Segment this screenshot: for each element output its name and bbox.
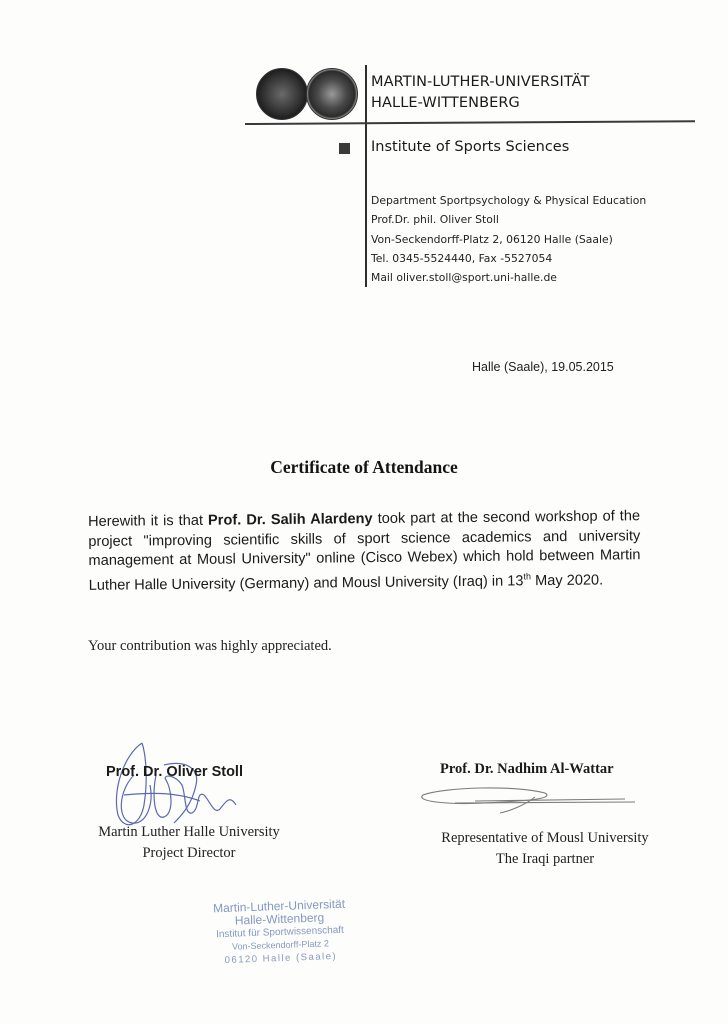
stamp-line-2: Halle-Wittenberg (234, 910, 325, 928)
department-address-block (371, 191, 646, 287)
stamp-line-5: 06120 Halle (Saale) (224, 951, 338, 966)
signature-right-icon (415, 785, 645, 815)
university-name-line2: HALLE-WITTENBERG (371, 95, 520, 111)
institute-stamp (189, 897, 371, 968)
department-head-line: Prof.Dr. phil. Oliver Stoll (371, 213, 499, 227)
institute-name: Institute of Sports Sciences (371, 139, 570, 155)
signatory-left-role: Project Director (142, 845, 236, 861)
stamp-line-4: Von-Seckendorff-Platz 2 (231, 938, 330, 952)
department-line: Department Sportpsychology & Physical Education (371, 194, 647, 207)
phone-fax-line: Tel. 0345-5524440, Fax -5527054 (371, 251, 553, 265)
university-seal-right-icon (306, 68, 358, 120)
university-seal-left-icon (256, 68, 308, 120)
attendee-name: Prof. Dr. Salih Alardeny (207, 511, 373, 529)
stamp-line-3: Institut für Sportwissenschaft (215, 924, 345, 941)
certificate-body (88, 507, 641, 596)
signature-left-icon (104, 735, 254, 835)
body-text-end: May 2020. (530, 571, 604, 589)
signatory-right-role: The Iraqi partner (495, 851, 595, 867)
closing-sentence: Your contribution was highly appreciated. (88, 638, 332, 654)
date-line: Halle (Saale), 19.05.2015 (472, 360, 614, 374)
email-line: Mail oliver.stoll@sport.uni-halle.de (371, 271, 557, 285)
signatory-left-details (78, 822, 300, 864)
signatory-left-affiliation: Martin Luther Halle University (98, 824, 280, 840)
square-bullet-icon (339, 143, 350, 154)
address-line: Von-Seckendorff-Platz 2, 06120 Halle (Saale) (371, 232, 613, 246)
body-intro: Herewith it is that (88, 512, 209, 530)
signatory-left-name: Prof. Dr. Oliver Stoll (106, 764, 243, 780)
body-text-main: took part at the second workshop of the project "improving scientific skills of sport science academics and university management at Mousl University" online (Cisco Webex) which hold between Martin Luther Halle University (Germany) and Mousl University (Iraq) in 13 (88, 508, 641, 594)
signatory-right-details (420, 828, 670, 870)
ordinal-suffix: th (523, 570, 531, 581)
letterhead-vertical-divider (365, 65, 367, 287)
document-title: Certificate of Attendance (270, 457, 458, 477)
university-name (371, 72, 590, 114)
stamp-line-1: Martin-Luther-Universität (212, 896, 346, 916)
signatory-right-affiliation: Representative of Mousl University (441, 830, 649, 846)
signatory-right-name: Prof. Dr. Nadhim Al-Wattar (440, 761, 614, 777)
letterhead-horizontal-divider (245, 120, 695, 124)
university-name-line1: MARTIN-LUTHER-UNIVERSITÄT (371, 74, 590, 90)
